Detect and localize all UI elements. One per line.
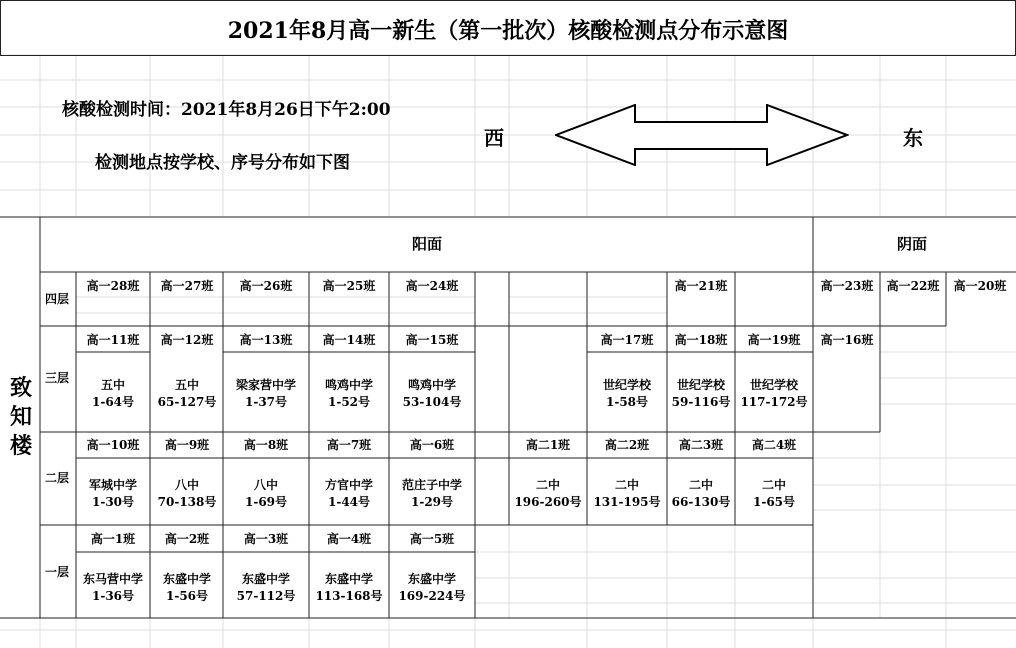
floor-label-1: 一层 [45,565,70,579]
student-range: 131-195号 [593,495,661,509]
test-time: 核酸检测时间：2021年8月26日下午2:00 [62,100,391,120]
school-name: 世纪学校 [676,378,726,392]
school-name: 世纪学校 [602,378,652,392]
student-range: 117-172号 [740,395,808,409]
school-name: 二中 [761,478,787,492]
page-title: 2021年8月高一新生（第一批次）核酸检测点分布示意图 [227,18,789,44]
school-name: 梁家营中学 [235,378,297,392]
class-label: 高一27班 [160,279,214,293]
school-name: 东盛中学 [241,572,291,586]
school-name: 东盛中学 [162,572,212,586]
school-name: 二中 [535,478,561,492]
student-range: 1-56号 [165,589,209,603]
school-name: 五中 [174,378,200,392]
class-label: 高一11班 [86,333,140,347]
school-name: 八中 [253,478,279,492]
direction-west: 西 [484,126,504,150]
class-label: 高二2班 [604,438,650,452]
class-label: 高一17班 [600,333,654,347]
floor-label-2: 二层 [45,471,70,485]
student-range: 1-69号 [244,495,288,509]
student-range: 53-104号 [402,395,462,409]
west-east-arrow-icon [555,104,849,166]
direction-east: 东 [903,126,923,150]
class-label: 高一10班 [86,438,140,452]
class-label: 高一14班 [322,333,376,347]
student-range: 66-130号 [671,495,731,509]
class-label: 高一15班 [405,333,459,347]
floor-label-3: 三层 [45,371,70,385]
class-label: 高一1班 [90,532,136,546]
school-name: 鸣鸡中学 [407,378,457,392]
building-name: 致 知 楼 [9,375,32,459]
class-label: 高一18班 [674,333,728,347]
class-label: 高一21班 [674,279,728,293]
student-range: 196-260号 [514,495,582,509]
shady-side-header: 阴面 [896,235,928,253]
school-name: 八中 [174,478,200,492]
school-name: 二中 [688,478,714,492]
student-range: 65-127号 [157,395,217,409]
student-range: 1-29号 [410,495,454,509]
school-name: 范庄子中学 [401,478,463,492]
test-location-note: 检测地点按学校、序号分布如下图 [95,153,350,173]
student-range: 1-30号 [91,495,135,509]
school-name: 鸣鸡中学 [324,378,374,392]
class-label: 高一23班 [820,279,874,293]
class-label: 高一3班 [243,532,289,546]
class-label: 高一26班 [239,279,293,293]
class-label: 高二3班 [678,438,724,452]
school-name: 世纪学校 [749,378,799,392]
school-name: 东盛中学 [324,572,374,586]
class-label: 高一24班 [405,279,459,293]
class-label: 高一8班 [243,438,289,452]
sunny-side-header: 阳面 [411,235,443,253]
student-range: 1-44号 [327,495,371,509]
school-name: 二中 [614,478,640,492]
floor-label-4: 四层 [45,292,70,306]
school-name: 东马营中学 [82,572,144,586]
class-label: 高一16班 [820,333,874,347]
class-label: 高一28班 [86,279,140,293]
class-label: 高一7班 [326,438,372,452]
class-label: 高一12班 [160,333,214,347]
student-range: 1-37号 [244,395,288,409]
student-range: 1-58号 [605,395,649,409]
class-label: 高一25班 [322,279,376,293]
student-range: 113-168号 [315,589,383,603]
student-range: 57-112号 [236,589,296,603]
student-range: 169-224号 [398,589,466,603]
class-label: 高一19班 [747,333,801,347]
student-range: 70-138号 [157,495,217,509]
class-label: 高二4班 [751,438,797,452]
class-label: 高一2班 [164,532,210,546]
student-range: 59-116号 [671,395,731,409]
student-range: 1-64号 [91,395,135,409]
school-name: 军城中学 [88,478,138,492]
class-label: 高一5班 [409,532,455,546]
class-label: 高一6班 [409,438,455,452]
school-name: 方官中学 [324,478,374,492]
school-name: 东盛中学 [407,572,457,586]
student-range: 1-52号 [327,395,371,409]
class-label: 高一13班 [239,333,293,347]
class-label: 高一20班 [953,279,1007,293]
class-label: 高一4班 [326,532,372,546]
school-name: 五中 [100,378,126,392]
class-label: 高一9班 [164,438,210,452]
class-label: 高二1班 [525,438,571,452]
student-range: 1-36号 [91,589,135,603]
class-label: 高一22班 [886,279,940,293]
student-range: 1-65号 [752,495,796,509]
